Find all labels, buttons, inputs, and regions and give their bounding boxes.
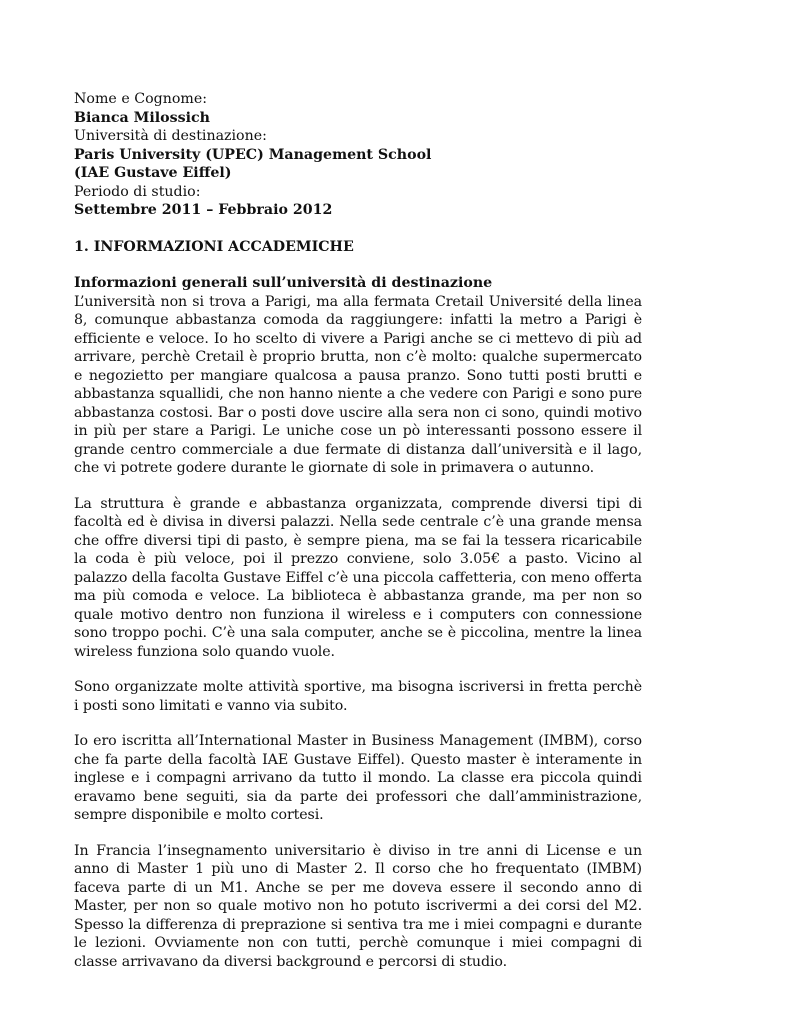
paragraph: Sono organizzate molte attività sportive, ma bisogna iscriversi in fretta perchè i posti sono limitati e vanno via subito. (74, 679, 642, 714)
name-label: Nome e Cognome: (74, 91, 208, 107)
period-label: Periodo di studio: (74, 183, 201, 200)
section-title: 1. INFORMAZIONI ACCADEMICHE (74, 238, 354, 255)
paragraph: Io ero iscritta all’International Master in Business Management (IMBM), corso che fa parte della facoltà IAE Gustave Eiffel). Questo master è interamente in inglese e i compagni arrivano da tutto il mondo. La classe era piccola quindi eravamo bene seguiti, sia da parte dei professori che dall’amministrazione, sempre disponibile e molto cortesi. (74, 733, 642, 823)
subsection-title: Informazioni generali sull’università di destinazione (74, 275, 493, 291)
paragraph: L’università non si trova a Parigi, ma alla fermata Cretail Université della linea 8, comunque abbastanza comoda da raggiungere: infatti la metro a Parigi è efficiente e veloce. Io ho scelto di vivere a Parigi anche se ci mettevo di più ad arrivare, perchè Cretail è proprio brutta, non c’è molto: qualche supermercato e negozietto per mangiare qualcosa a pausa pranzo. Sono tutti posti brutti e abbastanza squallidi, che non hanno niente a che vedere con Parigi e sono pure abbastanza costosi. Bar o posti dove uscire alla sera non ci sono, quindi motivo in più per stare a Parigi. Le uniche cose un pò interessanti possono essere il grande centro commerciale a due fermate di distanza dall’università e il lago, che vi potrete godere durante le giornate di sole in primavera o autunno. (74, 293, 642, 476)
document-header (74, 90, 642, 220)
document-page (74, 90, 642, 988)
university-value-line1: Paris University (UPEC) Management School (74, 146, 432, 163)
university-value-line2: (IAE Gustave Eiffel) (74, 165, 232, 181)
paragraph: In Francia l’insegnamento universitario è diviso in tre anni di License e un anno di Master 1 più uno di Master 2. Il corso che ho frequentato (IMBM) faceva parte di un M1. Anche se per me doveva essere il secondo anno di Master, per non so quale motivo non ho potuto iscrivermi a dei corsi del M2. Spesso la differenza di preprazione si sentiva tra me i miei compagni e durante le lezioni. Ovviamente non con tutti, perchè comunque i miei compagni di classe arrivavano da diversi background e percorsi di studio. (74, 842, 642, 970)
university-label: Università di destinazione: (74, 128, 267, 144)
name-value: Bianca Milossich (74, 109, 210, 126)
period-value: Settembre 2011 – Febbraio 2012 (74, 202, 333, 218)
paragraph: La struttura è grande e abbastanza organizzata, comprende diversi tipi di facoltà ed è divisa in diversi palazzi. Nella sede centrale c’è una grande mensa che offre diversi tipi di pasto, è sempre piena, ma se fai la tessera ricaricabile la coda è più veloce, poi il prezzo conviene, solo 3.05€ a pasto. Vicino al palazzo della facolta Gustave Eiffel c’è una piccola caffetteria, con meno offerta ma più comoda e veloce. La biblioteca è abbastanza grande, ma per non so quale motivo dentro non funziona il wireless e i computers con connessione sono troppo pochi. C’è una sala computer, anche se è piccolina, mentre la linea wireless funziona solo quando vuole. (74, 495, 642, 660)
